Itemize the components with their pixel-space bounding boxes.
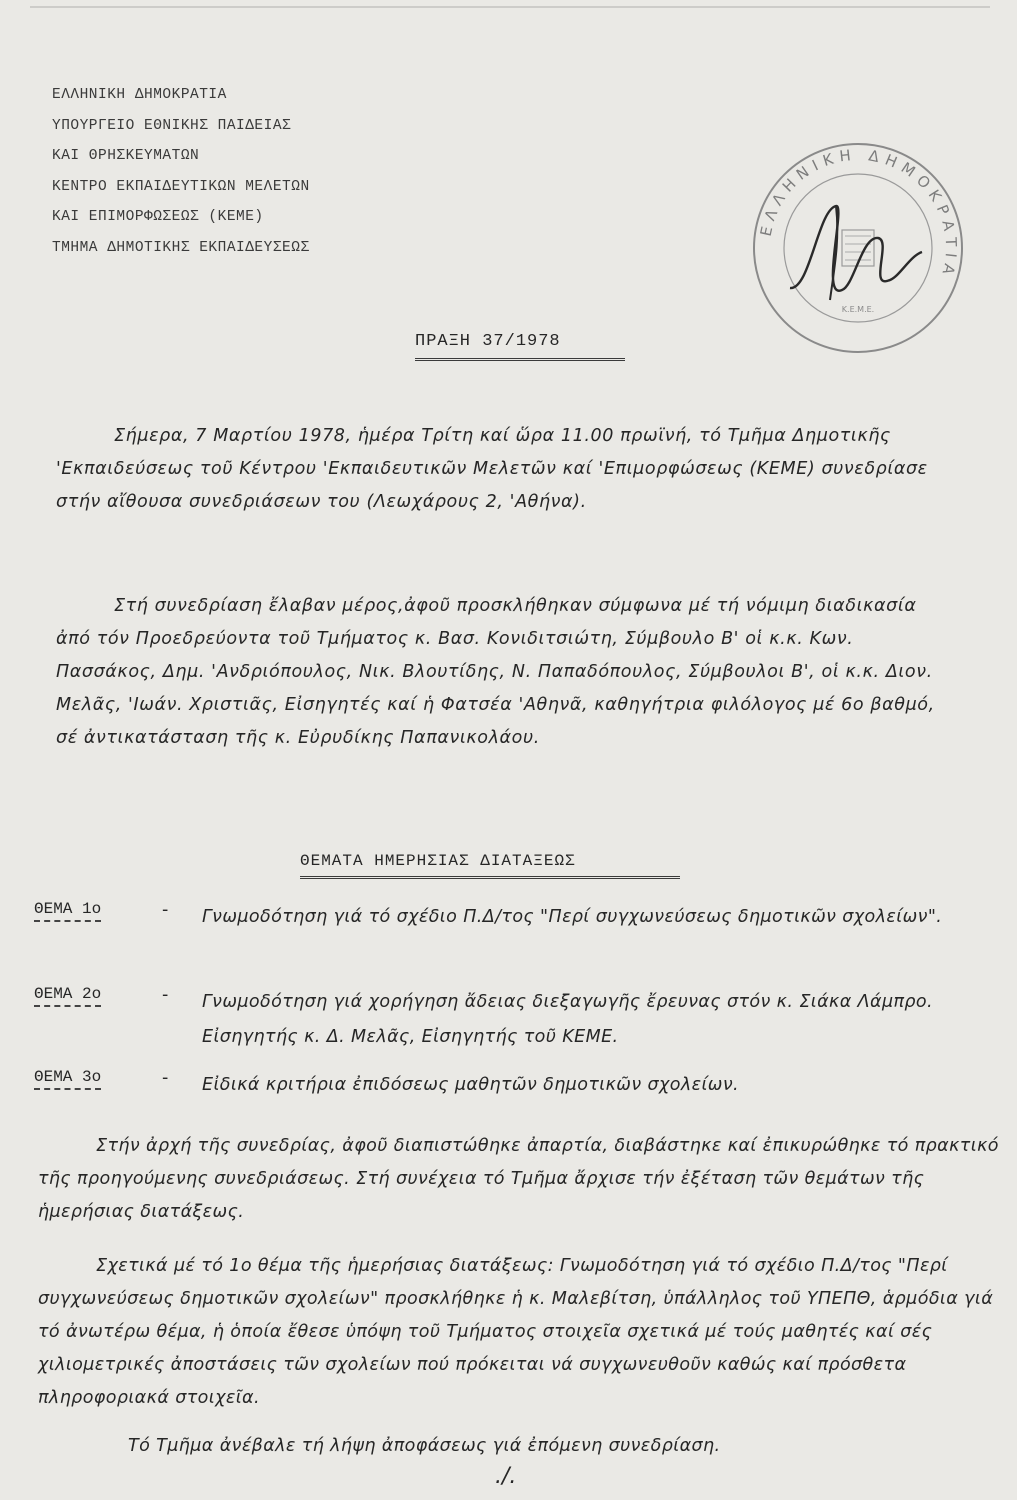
agenda-item-dash: - [162,900,169,920]
paragraph-text: Σχετικά μέ τό 1ο θέμα τῆς ἡμερήσιας διατάξεως: Γνωμοδότηση γιά τό σχέδιο Π.Δ/τος "Περί συγχωνεύσεως δημοτικῶν σχολείων" προσκλήθηκε ἡ κ. Μαλεβίτση, ὑπάλληλος τοῦ ΥΠΕΠΘ, ἁρμόδια γιά τό ἀνωτέρω θέμα, ἡ ὁποία ἔθεσε ὑπόψη τοῦ Τμήματος στοιχεῖα σχετικά μέ τούς μαθητές καί σές χιλιομετρικές ἀποστάσεις τῶν σχολείων πού πρόκειται νά συγχωνευθοῦν καθώς καί πρόσθετα πληροφοριακά στοιχεῖα. [38,1256,994,1408]
letterhead [52,80,472,263]
agenda-item-text: Γνωμοδότηση γιά τό σχέδιο Π.Δ/τος "Περί συγχωνεύσεως δημοτικῶν σχολείων". [202,907,943,927]
letterhead-line: ΥΠΟΥΡΓΕΙΟ ΕΘΝΙΚΗΣ ΠΑΙΔΕΙΑΣ [52,117,292,134]
agenda-item-label: ΘΕΜΑ 2ο [34,985,101,1007]
letterhead-line: ΚΕΝΤΡΟ ΕΚΠΑΙΔΕΥΤΙΚΩΝ ΜΕΛΕΤΩΝ [52,178,310,195]
agenda-item-text: Γνωμοδότηση γιά χορήγηση ἄδειας διεξαγωγῆς ἔρευνας στόν κ. Σιάκα Λάμπρο. Εἰσηγητής κ. Δ. Μελᾶς, Εἰσηγητής τοῦ ΚΕΜΕ. [202,992,933,1047]
postponement-paragraph [38,1430,1000,1463]
attendance-paragraph [56,590,951,755]
document-title: ΠΡΑΞΗ 37/1978 [415,332,561,351]
title-underline [415,358,625,361]
agenda-item-label: ΘΕΜΑ 1ο [34,900,101,922]
agenda-item-dash: - [162,985,169,1005]
agenda-item-text: Εἰδικά κριτήρια ἐπιδόσεως μαθητῶν δημοτικῶν σχολείων. [202,1075,739,1095]
agenda-heading-underline [300,876,680,879]
svg-text:ΕΛΛΗΝΙΚΗ ΔΗΜΟΚΡΑΤΙΑ: ΕΛΛΗΝΙΚΗ ΔΗΜΟΚΡΑΤΙΑ [756,145,961,283]
end-mark: ./. [495,1464,517,1489]
letterhead-line: ΚΑΙ ΘΡΗΣΚΕΥΜΑΤΩΝ [52,148,200,164]
topic1-paragraph [38,1250,1000,1415]
letterhead-line: ΤΜΗΜΑ ΔΗΜΟΤΙΚΗΣ ΕΚΠΑΙΔΕΥΣΕΩΣ [52,239,310,256]
letterhead-line: ΚΑΙ ΕΠΙΜΟΡΦΩΣΕΩΣ (ΚΕΜΕ) [52,209,264,225]
opening-paragraph [56,420,951,519]
scan-artifact [30,6,990,14]
agenda-heading: ΘΕΜΑΤΑ ΗΜΕΡΗΣΙΑΣ ΔΙΑΤΑΞΕΩΣ [300,852,576,870]
proceedings-paragraph [38,1130,1000,1229]
signature-mark [790,206,922,291]
svg-text:Κ.Ε.Μ.Ε.: Κ.Ε.Μ.Ε. [841,305,875,314]
paragraph-text: Στή συνεδρίαση ἔλαβαν μέρος,ἀφοῦ προσκλήθηκαν σύμφωνα μέ τή νόμιμη διαδικασία ἀπό τόν Προεδρεύοντα τοῦ Τμήματος κ. Βασ. Κονιδιτσιώτη, Σύμβουλο Β' οἱ κ.κ. Κων. Πασσάκος, Δημ. 'Ανδριόπουλος, Νικ. Βλουτίδης, Ν. Παπαδόπουλος, Σύμβουλοι Β', οἱ κ.κ. Διον. Μελᾶς, 'Ιωάν. Χριστιᾶς, Εἰσηγητές καί ἡ Φατσέα 'Αθηνᾶ, καθηγήτρια φιλόλογος μέ 6ο βαθμό, σέ ἀντικατάσταση τῆς κ. Εὐρυδίκης Παπανικολάου. [56,596,935,748]
paragraph-text: Τό Τμῆμα ἀνέβαλε τή λήψη ἀποφάσεως γιά ἐπόμενη συνεδρίαση. [128,1436,721,1456]
agenda-item-dash: - [162,1068,169,1088]
agenda-item-label: ΘΕΜΑ 3ο [34,1068,101,1090]
official-stamp-seal [750,140,966,356]
letterhead-line: ΕΛΛΗΝΙΚΗ ΔΗΜΟΚΡΑΤΙΑ [52,87,227,103]
paragraph-text: Σήμερα, 7 Μαρτίου 1978, ἡμέρα Τρίτη καί ὥρα 11.00 πρωϊνή, τό Τμῆμα Δημοτικῆς 'Εκπαιδεύσεως τοῦ Κέντρου 'Εκπαιδευτικῶν Μελετῶν καί 'Επιμορφώσεως (ΚΕΜΕ) συνεδρίασε στήν αἴθουσα συνεδριάσεων του (Λεωχάρους 2, 'Αθήνα). [56,426,928,512]
paragraph-text: Στήν ἀρχή τῆς συνεδρίας, ἀφοῦ διαπιστώθηκε ἀπαρτία, διαβάστηκε καί ἐπικυρώθηκε τό πρακτικό τῆς προηγούμενης συνεδριάσεως. Στή συνέχεια τό Τμῆμα ἄρχισε τήν ἐξέταση τῶν θεμάτων τῆς ἡμερήσιας διατάξεως. [38,1136,999,1222]
